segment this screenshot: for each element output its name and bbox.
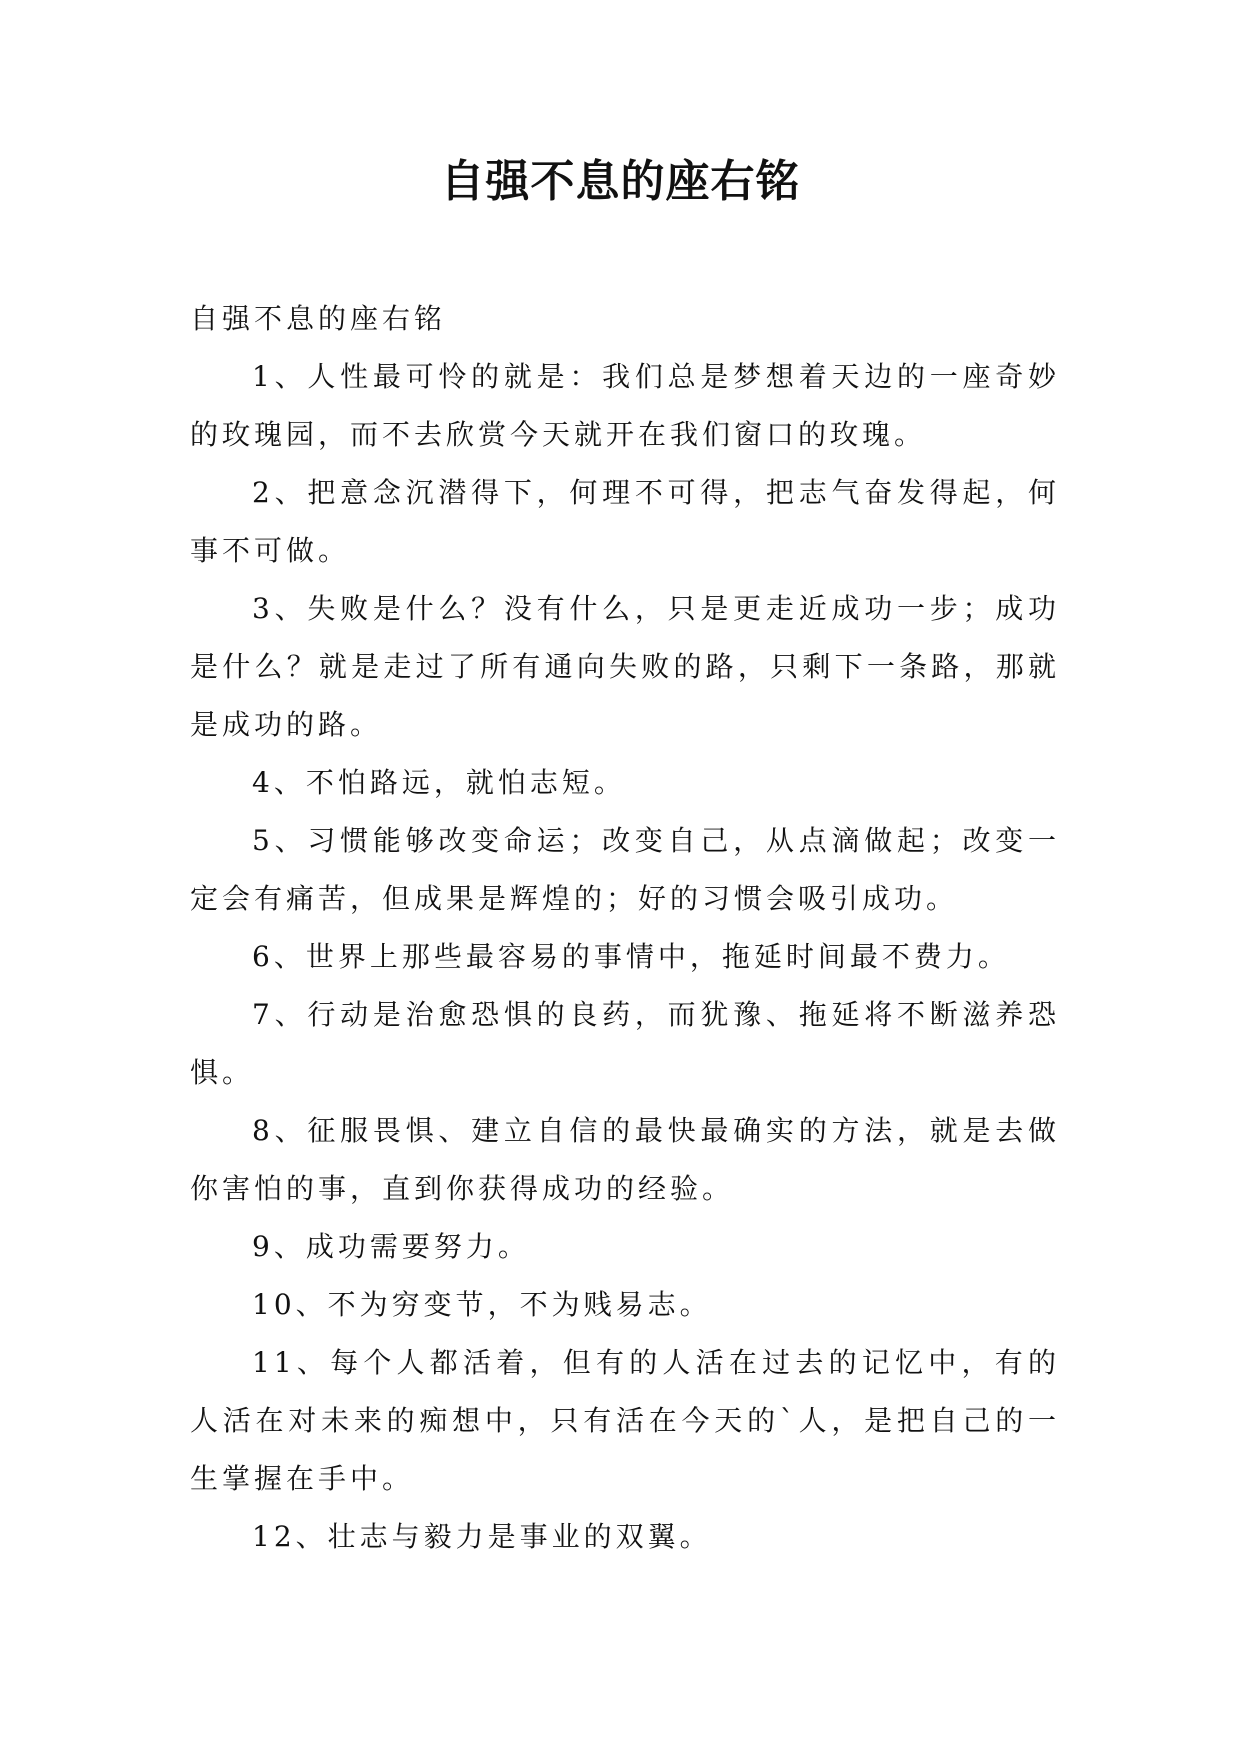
paragraph-8: 8、征服畏惧、建立自信的最快最确实的方法，就是去做你害怕的事，直到你获得成功的经验。 (190, 1114, 1060, 1205)
paragraph-7: 7、行动是治愈恐惧的良药，而犹豫、拖延将不断滋养恐惧。 (190, 998, 1060, 1089)
paragraph-5: 5、习惯能够改变命运；改变自己，从点滴做起；改变一定会有痛苦，但成果是辉煌的；好的习惯会吸引成功。 (190, 824, 1060, 915)
paragraph-1: 1、人性最可怜的就是：我们总是梦想着天边的一座奇妙的玫瑰园，而不去欣赏今天就开在我们窗口的玫瑰。 (190, 360, 1060, 451)
document-subtitle: 自强不息的座右铭 (190, 302, 447, 335)
paragraph-9: 9、成功需要努力。 (252, 1230, 530, 1263)
document-body (190, 290, 1060, 1566)
paragraph-6: 6、世界上那些最容易的事情中，拖延时间最不费力。 (252, 940, 1010, 973)
document-title: 自强不息的座右铭 (440, 156, 801, 207)
paragraph-12: 12、壮志与毅力是事业的双翼。 (252, 1520, 712, 1553)
paragraph-11: 11、每个人都活着，但有的人活在过去的记忆中，有的人活在对未来的痴想中，只有活在今天的`人，是把自己的一生掌握在手中。 (190, 1346, 1060, 1495)
paragraph-2: 2、把意念沉潜得下，何理不可得，把志气奋发得起，何事不可做。 (190, 476, 1060, 567)
paragraph-10: 10、不为穷变节，不为贱易志。 (252, 1288, 712, 1321)
paragraph-4: 4、不怕路远，就怕志短。 (252, 766, 626, 799)
paragraph-3: 3、失败是什么？没有什么，只是更走近成功一步；成功是什么？就是走过了所有通向失败的路，只剩下一条路，那就是成功的路。 (190, 592, 1060, 741)
